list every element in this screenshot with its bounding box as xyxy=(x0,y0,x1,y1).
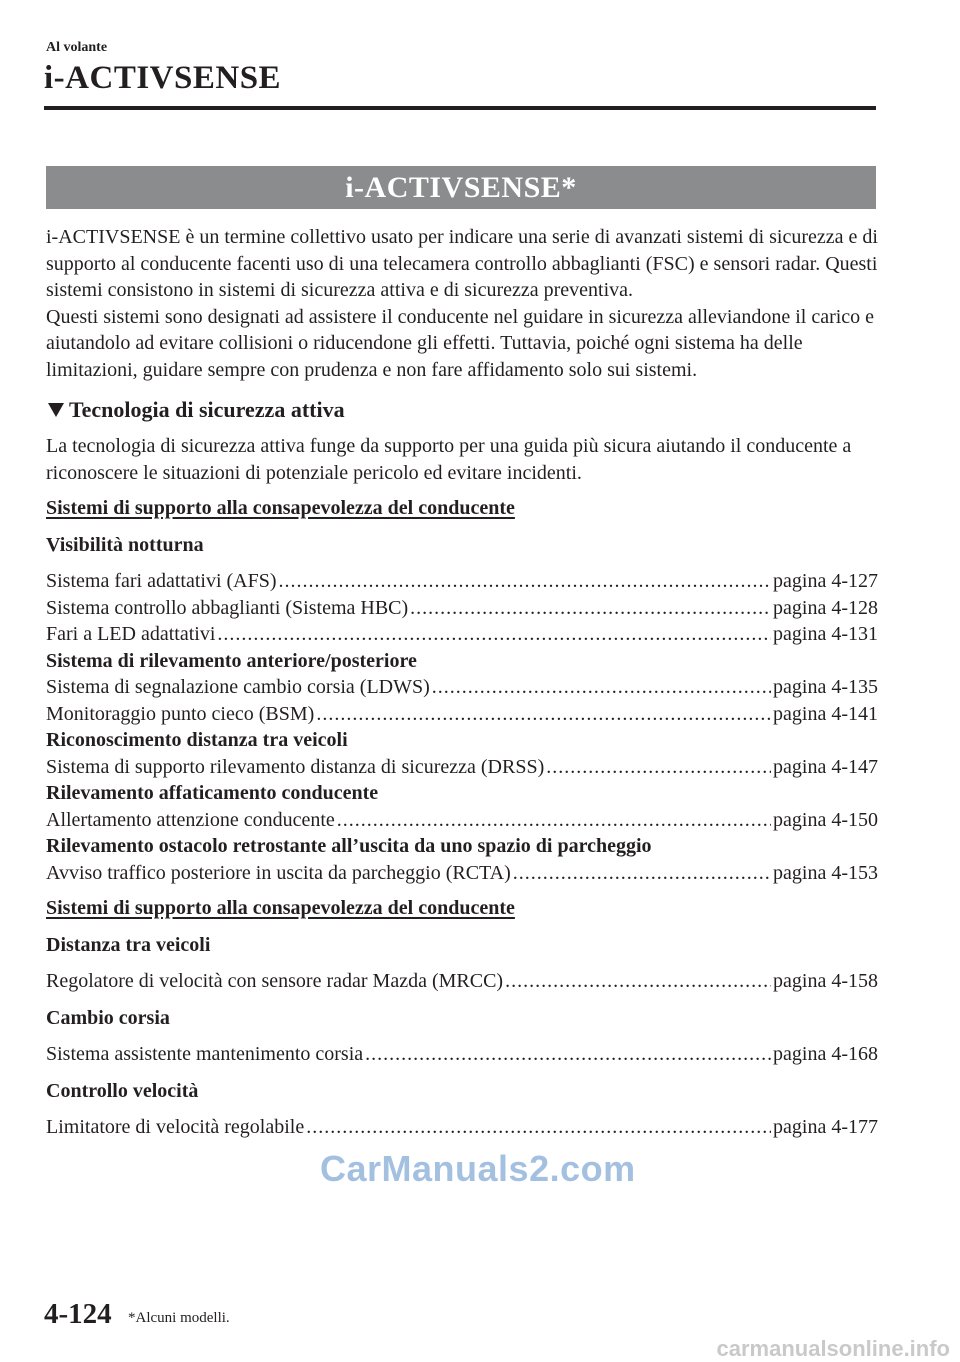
toc-entry[interactable] xyxy=(46,1041,878,1068)
toc-entry[interactable] xyxy=(46,1114,878,1141)
page-content xyxy=(46,224,878,1141)
toc-entry-page: pagina 4-177 xyxy=(773,1116,878,1138)
group2-title: Sistemi di supporto alla consapevolezza del conducente xyxy=(46,897,515,919)
toc-entry[interactable] xyxy=(46,754,878,781)
banner-title: i-ACTIVSENSE* xyxy=(345,170,577,204)
toc-entry-label: Monitoraggio punto cieco (BSM) xyxy=(46,702,315,725)
group1-title: Sistemi di supporto alla consapevolezza del conducente xyxy=(46,497,515,519)
toc-entry-label: Regolatore di velocità con sensore radar Mazda (MRCC) xyxy=(46,970,504,992)
watermark-carmanuals2: CarManuals2.com xyxy=(320,1148,636,1189)
toc-leader-dots xyxy=(432,674,771,701)
toc-leader-dots xyxy=(505,968,771,995)
toc-entry-label: Fari a LED adattativi xyxy=(46,623,216,645)
group1-entries xyxy=(46,568,878,886)
watermark-carmanualsonline: carmanualsonline.info xyxy=(716,1336,950,1361)
toc-leader-dots xyxy=(546,754,771,781)
section-banner xyxy=(46,166,876,209)
toc-leader-dots xyxy=(217,621,771,648)
toc-entry-label: Avviso traffico posteriore in uscita da parcheggio (RCTA) xyxy=(46,861,511,884)
toc-leader-dots xyxy=(279,568,772,595)
group2-sub-distance: Distanza tra veicoli xyxy=(46,933,211,956)
page-number: 4-124 xyxy=(44,1298,112,1330)
toc-entry-label: Sistema fari adattativi (AFS) xyxy=(46,570,277,592)
toc-entry-page: pagina 4-168 xyxy=(773,1043,878,1065)
chapter-title: i-ACTIVSENSE xyxy=(44,60,282,96)
group2-entries-2 xyxy=(46,1041,878,1068)
toc-leader-dots xyxy=(316,701,771,728)
footnote: *Alcuni modelli. xyxy=(128,1310,230,1326)
running-head: Al volante xyxy=(46,40,108,55)
toc-entry[interactable] xyxy=(46,968,878,995)
group1-sub-front-rear-detection: Sistema di rilevamento anteriore/posteriore xyxy=(46,649,417,672)
group2-entries-1 xyxy=(46,968,878,995)
toc-entry-page: pagina 4-131 xyxy=(773,623,878,645)
group1-sub-fatigue-detection: Rilevamento affaticamento conducente xyxy=(46,782,379,804)
intro-paragraph-1: i-ACTIVSENSE è un termine collettivo usato per indicare una serie di avanzati sistemi di sicurezza e di supporto al conducente facenti uso di una telecamera controllo abbaglianti (FSC) e sensori radar. Questi sistemi consistono in sistemi di sicurezza attiva e di sicurezza preventiva. xyxy=(46,226,878,301)
toc-entry[interactable] xyxy=(46,621,878,648)
toc-entry-page: pagina 4-147 xyxy=(773,755,878,778)
header-rule xyxy=(44,106,876,110)
toc-entry-page: pagina 4-150 xyxy=(773,808,878,831)
toc-entry[interactable] xyxy=(46,807,878,834)
toc-entry-page: pagina 4-141 xyxy=(773,702,878,725)
toc-leader-dots xyxy=(410,595,771,622)
toc-entry-label: Sistema di supporto rilevamento distanza di sicurezza (DRSS) xyxy=(46,755,545,778)
toc-entry-label: Limitatore di velocità regolabile xyxy=(46,1116,305,1138)
group2-sub-lane-change: Cambio corsia xyxy=(46,1006,170,1029)
toc-leader-dots xyxy=(513,860,771,887)
toc-entry-page: pagina 4-128 xyxy=(773,596,878,619)
toc-entry-label: Sistema di segnalazione cambio corsia (LDWS) xyxy=(46,676,430,698)
toc-leader-dots xyxy=(306,1114,771,1141)
section-heading xyxy=(46,395,878,425)
toc-entry[interactable] xyxy=(46,674,878,701)
toc-entry-page: pagina 4-127 xyxy=(773,570,878,592)
section-heading-text: Tecnologia di sicurezza attiva xyxy=(69,397,345,422)
toc-leader-dots xyxy=(365,1041,771,1068)
group1-sub-distance-recognition: Riconoscimento distanza tra veicoli xyxy=(46,729,348,751)
toc-entry-label: Allertamento attenzione conducente xyxy=(46,808,335,831)
toc-entry[interactable] xyxy=(46,595,878,622)
group2-entries-3 xyxy=(46,1114,878,1141)
toc-entry-label: Sistema assistente mantenimento corsia xyxy=(46,1043,364,1065)
toc-entry[interactable] xyxy=(46,860,878,887)
intro-paragraph-2: Questi sistemi sono designati ad assistere il conducente nel guidare in sicurezza alleviandone il carico e aiutandolo ad evitare collisioni o riducendone gli effetti. Tuttavia, poiché ogni sistema ha delle limitazioni, guidare sempre con prudenza e non fare affidamento solo sui sistemi. xyxy=(46,305,875,381)
section-paragraph: La tecnologia di sicurezza attiva funge da supporto per una guida più sicura aiutando il conducente a riconoscere le situazioni di potenziale pericolo ed evitare incidenti. xyxy=(46,435,852,484)
toc-entry[interactable] xyxy=(46,568,878,595)
toc-entry-label: Sistema controllo abbaglianti (Sistema HBC) xyxy=(46,596,409,619)
group2-sub-speed-control: Controllo velocità xyxy=(46,1079,199,1102)
toc-entry[interactable] xyxy=(46,701,878,728)
toc-entry-page: pagina 4-158 xyxy=(773,970,878,992)
toc-leader-dots xyxy=(337,807,771,834)
toc-entry-page: pagina 4-135 xyxy=(773,676,878,698)
toc-entry-page: pagina 4-153 xyxy=(773,861,878,884)
group1-sub-rear-obstacle-detection: Rilevamento ostacolo retrostante all’uscita da uno spazio di parcheggio xyxy=(46,835,652,857)
triangle-down-icon xyxy=(48,403,64,417)
group1-sub-night-visibility: Visibilità notturna xyxy=(46,533,204,556)
